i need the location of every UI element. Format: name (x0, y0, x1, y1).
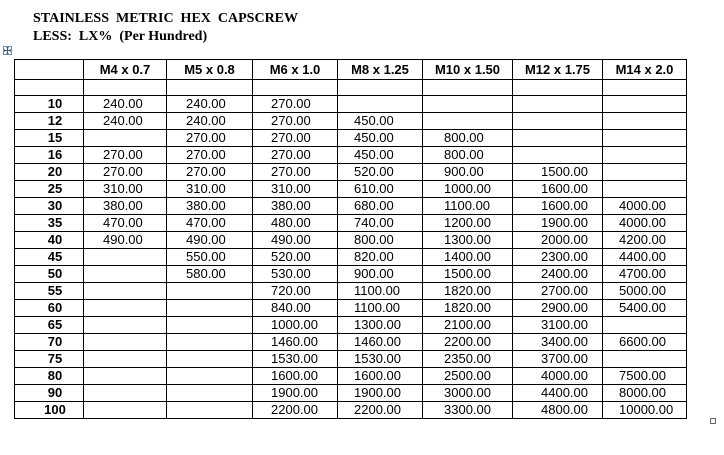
price-cell: 270.00 (253, 113, 338, 130)
price-cell: 490.00 (167, 232, 253, 249)
table-row (15, 351, 687, 368)
price-cell: 270.00 (167, 130, 253, 147)
price-cell: 1900.00 (253, 385, 338, 402)
header-cell: M14 x 2.0 (603, 60, 687, 80)
blank-cell (423, 80, 513, 96)
price-cell: 270.00 (167, 164, 253, 181)
size-cell: 45 (15, 249, 84, 266)
price-cell: 10000.00 (603, 402, 687, 419)
price-cell: 270.00 (253, 96, 338, 113)
table-row (15, 334, 687, 351)
price-cell: 2100.00 (423, 317, 513, 334)
price-cell: 1460.00 (253, 334, 338, 351)
table-row (15, 317, 687, 334)
price-cell: 270.00 (253, 147, 338, 164)
price-cell: 840.00 (253, 300, 338, 317)
table-move-handle-icon[interactable] (3, 46, 12, 55)
price-cell: 4400.00 (513, 385, 603, 402)
blank-cell (15, 80, 84, 96)
price-cell: 3000.00 (423, 385, 513, 402)
size-cell: 55 (15, 283, 84, 300)
price-cell (167, 283, 253, 300)
size-cell: 90 (15, 385, 84, 402)
blank-cell (603, 80, 687, 96)
price-cell: 1200.00 (423, 215, 513, 232)
price-cell (423, 96, 513, 113)
price-cell (423, 113, 513, 130)
price-cell (513, 96, 603, 113)
price-cell: 480.00 (253, 215, 338, 232)
size-cell: 75 (15, 351, 84, 368)
table-row (15, 164, 687, 181)
price-cell: 2900.00 (513, 300, 603, 317)
price-cell (167, 351, 253, 368)
table-header-row (15, 60, 687, 80)
header-cell: M10 x 1.50 (423, 60, 513, 80)
price-cell: 530.00 (253, 266, 338, 283)
price-cell: 900.00 (338, 266, 423, 283)
price-cell (603, 113, 687, 130)
size-cell: 50 (15, 266, 84, 283)
price-cell (513, 130, 603, 147)
table-row (15, 368, 687, 385)
price-cell (603, 147, 687, 164)
price-cell: 4200.00 (603, 232, 687, 249)
price-cell (603, 96, 687, 113)
price-cell: 550.00 (167, 249, 253, 266)
header-cell: M6 x 1.0 (253, 60, 338, 80)
price-cell (84, 130, 167, 147)
price-cell (84, 385, 167, 402)
table-row (15, 147, 687, 164)
price-cell: 4000.00 (603, 215, 687, 232)
price-cell (167, 334, 253, 351)
price-cell: 1820.00 (423, 300, 513, 317)
price-cell (84, 249, 167, 266)
price-cell: 1900.00 (338, 385, 423, 402)
price-cell: 240.00 (167, 113, 253, 130)
price-cell: 490.00 (84, 232, 167, 249)
price-cell: 380.00 (167, 198, 253, 215)
price-cell: 1400.00 (423, 249, 513, 266)
header-cell: M4 x 0.7 (84, 60, 167, 80)
price-cell: 310.00 (84, 181, 167, 198)
table-row (15, 198, 687, 215)
price-cell: 240.00 (84, 113, 167, 130)
blank-cell (513, 80, 603, 96)
price-cell: 1530.00 (253, 351, 338, 368)
price-cell: 820.00 (338, 249, 423, 266)
price-cell: 3400.00 (513, 334, 603, 351)
table-row (15, 215, 687, 232)
price-cell: 1300.00 (423, 232, 513, 249)
price-cell: 520.00 (338, 164, 423, 181)
size-cell: 65 (15, 317, 84, 334)
table-row (15, 249, 687, 266)
price-cell (167, 317, 253, 334)
price-cell: 2300.00 (513, 249, 603, 266)
price-cell: 4800.00 (513, 402, 603, 419)
price-cell: 1600.00 (338, 368, 423, 385)
price-cell: 800.00 (423, 130, 513, 147)
table-row (15, 96, 687, 113)
price-cell: 520.00 (253, 249, 338, 266)
price-cell: 380.00 (253, 198, 338, 215)
price-cell: 720.00 (253, 283, 338, 300)
price-cell: 2000.00 (513, 232, 603, 249)
price-cell (84, 300, 167, 317)
price-cell (167, 385, 253, 402)
price-cell: 2350.00 (423, 351, 513, 368)
size-cell: 15 (15, 130, 84, 147)
price-cell (603, 164, 687, 181)
price-cell (513, 113, 603, 130)
price-cell: 1500.00 (423, 266, 513, 283)
price-cell: 1100.00 (338, 283, 423, 300)
price-cell (84, 402, 167, 419)
table-row (15, 113, 687, 130)
price-cell: 1600.00 (253, 368, 338, 385)
price-cell: 7500.00 (603, 368, 687, 385)
size-cell: 30 (15, 198, 84, 215)
price-cell: 1530.00 (338, 351, 423, 368)
price-cell: 2200.00 (338, 402, 423, 419)
table-row (15, 181, 687, 198)
price-cell: 740.00 (338, 215, 423, 232)
price-cell: 1600.00 (513, 181, 603, 198)
price-cell (603, 130, 687, 147)
size-cell: 40 (15, 232, 84, 249)
price-cell (84, 317, 167, 334)
price-cell: 1900.00 (513, 215, 603, 232)
price-cell: 310.00 (253, 181, 338, 198)
blank-cell (84, 80, 167, 96)
header-cell: M12 x 1.75 (513, 60, 603, 80)
price-cell: 2500.00 (423, 368, 513, 385)
table-row (15, 385, 687, 402)
table-row (15, 402, 687, 419)
price-cell: 4400.00 (603, 249, 687, 266)
price-cell: 3700.00 (513, 351, 603, 368)
price-cell (338, 96, 423, 113)
price-cell: 2200.00 (253, 402, 338, 419)
price-cell: 1460.00 (338, 334, 423, 351)
price-cell: 450.00 (338, 130, 423, 147)
price-cell (167, 402, 253, 419)
table-row (15, 130, 687, 147)
size-cell: 12 (15, 113, 84, 130)
price-cell: 470.00 (167, 215, 253, 232)
price-cell: 270.00 (84, 164, 167, 181)
table-row (15, 266, 687, 283)
blank-spacer-row (15, 80, 687, 96)
price-cell: 8000.00 (603, 385, 687, 402)
price-cell: 1100.00 (423, 198, 513, 215)
price-cell: 610.00 (338, 181, 423, 198)
price-cell: 4000.00 (513, 368, 603, 385)
header-cell: M8 x 1.25 (338, 60, 423, 80)
size-cell: 20 (15, 164, 84, 181)
price-cell: 240.00 (84, 96, 167, 113)
price-cell: 580.00 (167, 266, 253, 283)
price-cell: 1000.00 (253, 317, 338, 334)
price-cell: 1500.00 (513, 164, 603, 181)
price-cell: 270.00 (84, 147, 167, 164)
table-row (15, 283, 687, 300)
price-cell: 2700.00 (513, 283, 603, 300)
price-cell: 450.00 (338, 113, 423, 130)
price-cell: 270.00 (253, 164, 338, 181)
table-resize-handle-icon[interactable] (710, 418, 716, 424)
price-cell (603, 181, 687, 198)
price-cell: 470.00 (84, 215, 167, 232)
price-table (14, 59, 687, 419)
price-cell: 1100.00 (338, 300, 423, 317)
size-cell: 80 (15, 368, 84, 385)
price-cell: 4000.00 (603, 198, 687, 215)
size-cell: 60 (15, 300, 84, 317)
price-cell: 680.00 (338, 198, 423, 215)
price-cell: 270.00 (253, 130, 338, 147)
size-cell: 10 (15, 96, 84, 113)
document-subtitle: LESS: LX% (Per Hundred) (33, 29, 208, 44)
size-cell: 70 (15, 334, 84, 351)
price-cell: 800.00 (423, 147, 513, 164)
size-cell: 35 (15, 215, 84, 232)
size-cell: 16 (15, 147, 84, 164)
price-cell: 2200.00 (423, 334, 513, 351)
document-title: STAINLESS METRIC HEX CAPSCREW (33, 11, 299, 26)
price-cell: 490.00 (253, 232, 338, 249)
price-cell (84, 283, 167, 300)
price-cell (84, 368, 167, 385)
price-cell: 450.00 (338, 147, 423, 164)
price-cell: 1300.00 (338, 317, 423, 334)
size-cell: 25 (15, 181, 84, 198)
price-cell (513, 147, 603, 164)
price-cell (84, 351, 167, 368)
price-cell (167, 300, 253, 317)
price-cell: 1820.00 (423, 283, 513, 300)
price-cell: 1600.00 (513, 198, 603, 215)
price-cell (84, 266, 167, 283)
blank-cell (338, 80, 423, 96)
blank-cell (167, 80, 253, 96)
price-cell: 800.00 (338, 232, 423, 249)
price-cell: 310.00 (167, 181, 253, 198)
price-cell (167, 368, 253, 385)
price-cell (603, 317, 687, 334)
price-cell: 6600.00 (603, 334, 687, 351)
price-cell: 240.00 (167, 96, 253, 113)
price-cell: 2400.00 (513, 266, 603, 283)
price-cell: 900.00 (423, 164, 513, 181)
price-cell: 4700.00 (603, 266, 687, 283)
header-cell: M5 x 0.8 (167, 60, 253, 80)
table-row (15, 232, 687, 249)
price-cell: 1000.00 (423, 181, 513, 198)
price-cell (84, 334, 167, 351)
size-cell: 100 (15, 402, 84, 419)
header-cell-size (15, 60, 84, 80)
price-cell: 5000.00 (603, 283, 687, 300)
price-cell (603, 351, 687, 368)
price-cell: 380.00 (84, 198, 167, 215)
table-row (15, 300, 687, 317)
price-cell: 270.00 (167, 147, 253, 164)
price-cell: 3100.00 (513, 317, 603, 334)
blank-cell (253, 80, 338, 96)
price-cell: 5400.00 (603, 300, 687, 317)
price-cell: 3300.00 (423, 402, 513, 419)
